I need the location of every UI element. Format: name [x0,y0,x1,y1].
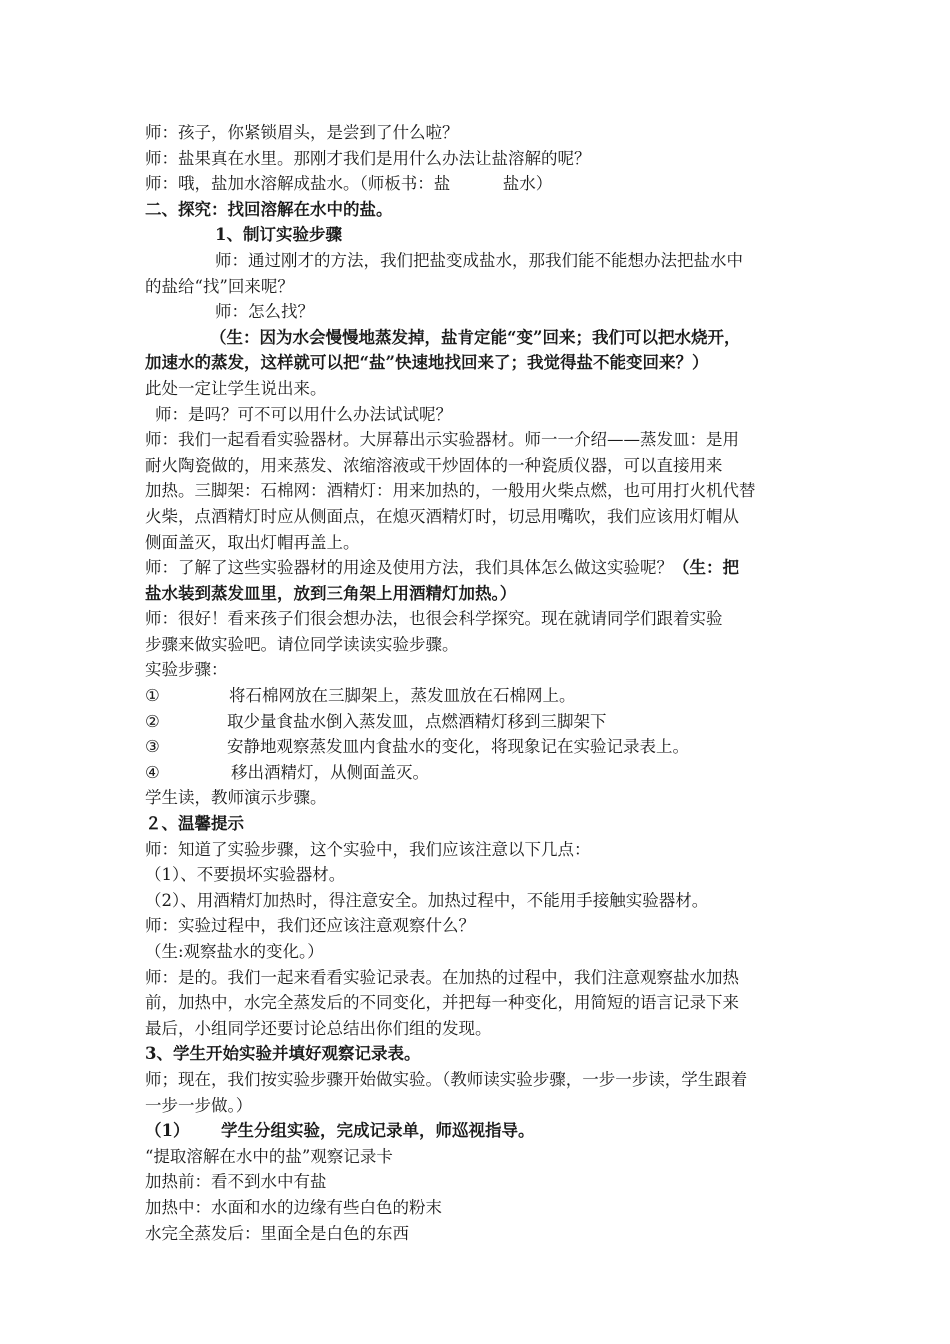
paragraph-line: 师：怎么找？ [215,302,314,322]
paragraph-line: 一步一步做。） [145,1095,253,1115]
record-line: 水完全蒸发后：里面全是白色的东西 [145,1223,409,1243]
paragraph-line: 师：通过刚才的方法，我们把盐变成盐水，那我们能不能想办法把盐水中 [215,250,743,270]
teacher-question: 师：了解了这些实验器材的用途及使用方法，我们具体怎么做这实验呢？ [145,558,673,578]
steps-label: 实验步骤： [145,660,228,680]
step-item [145,683,815,709]
paragraph-line: （1）、不要损坏实验器材。 [145,865,346,885]
paragraph-line: 侧面盖灭，取出灯帽再盖上。 [145,532,360,552]
record-line: 加热中：水面和水的边缘有些白色的粉末 [145,1197,442,1217]
subsection-heading: 3、学生开始实验并填好观察记录表。 [145,1044,421,1064]
student-answer-line: 加速水的蒸发，这样就可以把“盐”快速地找回来了；我觉得盐不能变回来？） [145,353,709,373]
step-item [145,709,815,735]
step-text: 安静地观察蒸发皿内食盐水的变化，将现象记在实验记录表上。 [227,737,689,757]
paragraph-line: 步骤来做实验吧。请位同学读读实验步骤。 [145,634,459,654]
paragraph-line: 师：很好！看来孩子们很会想办法，也很会科学探究。现在就请同学们跟着实验 [145,609,723,629]
activity-line [145,1118,815,1144]
activity-text: 学生分组实验，完成记录单，师巡视指导。 [221,1121,535,1141]
step-number: ① [145,686,160,706]
student-answer-line: （生：因为水会慢慢地蒸发掉，盐肯定能“变”回来；我们可以把水烧开， [210,327,741,347]
step-item [145,734,815,760]
subsection-heading: 1、制订实验步骤 [215,225,342,245]
paragraph-line: 最后，小组同学还要讨论总结出你们组的发现。 [145,1018,492,1038]
paragraph-line: 的盐给“找”回来呢？ [145,276,294,296]
paragraph-line: 师：孩子，你紧锁眉头，是尝到了什么啦？ [145,123,459,142]
paragraph-line: 师：是吗？可不可以用什么办法试试呢？ [155,404,452,424]
paragraph-line: 师：知道了实验步骤，这个实验中，我们应该注意以下几点： [145,839,591,859]
paragraph-line: （2）、用酒精灯加热时，得注意安全。加热过程中，不能用手接触实验器材。 [145,890,709,910]
step-number: ④ [145,762,160,782]
paragraph-line: 师：实验过程中，我们还应该注意观察什么？ [145,916,475,936]
paragraph-line [145,555,815,581]
paragraph-line: 加热。三脚架：石棉网：酒精灯：用来加热的，一般用火柴点燃，也可用打火机代替 [145,481,756,501]
step-number: ② [145,711,160,731]
paragraph-line: （生:观察盐水的变化。） [145,942,324,961]
paragraph-line: 耐火陶瓷做的，用来蒸发、浓缩溶液或干炒固体的一种瓷质仪器，可以直接用来 [145,455,723,475]
student-answer-line: 盐水装到蒸发皿里，放到三角架上用酒精灯加热。） [145,583,517,603]
step-text: 将石棉网放在三脚架上，蒸发皿放在石棉网上。 [229,686,576,706]
student-answer: （生：把 [673,558,739,578]
paragraph-line: 此处一定让学生说出来。 [145,378,327,398]
step-item [145,760,815,786]
paragraph-line: 前，加热中，水完全蒸发后的不同变化，并把每一种变化，用简短的语言记录下来 [145,993,739,1013]
record-line: 加热前：看不到水中有盐 [145,1172,327,1192]
paragraph-line: 师：哦，盐加水溶解成盐水。（师板书：盐 盐水） [145,174,553,194]
paragraph-line: 师；现在，我们按实验步骤开始做实验。（教师读实验步骤，一步一步读，学生跟着 [145,1069,748,1089]
paragraph-line: 火柴，点酒精灯时应从侧面点，在熄灭酒精灯时，切忌用嘴吹，我们应该用灯帽从 [145,506,739,526]
section-heading: 二、探究：找回溶解在水中的盐。 [145,199,393,219]
step-text: 移出酒精灯，从侧面盖灭。 [231,762,429,782]
record-card-title: “提取溶解在水中的盐”观察记录卡 [145,1146,393,1166]
step-number: ③ [145,737,160,757]
paragraph-line: 师：盐果真在水里。那刚才我们是用什么办法让盐溶解的呢？ [145,148,591,168]
paragraph-line: 学生读，教师演示步骤。 [145,788,327,808]
step-text: 取少量食盐水倒入蒸发皿，点燃酒精灯移到三脚架下 [227,711,607,731]
paragraph-line: 师：我们一起看看实验器材。大屏幕出示实验器材。师一一介绍——蒸发皿：是用 [145,430,739,450]
document-page [145,120,815,1246]
paragraph-line: 师：是的。我们一起来看看实验记录表。在加热的过程中，我们注意观察盐水加热 [145,967,739,987]
subsection-heading: ２、温馨提示 [145,814,244,834]
activity-number: （1） [145,1121,190,1141]
